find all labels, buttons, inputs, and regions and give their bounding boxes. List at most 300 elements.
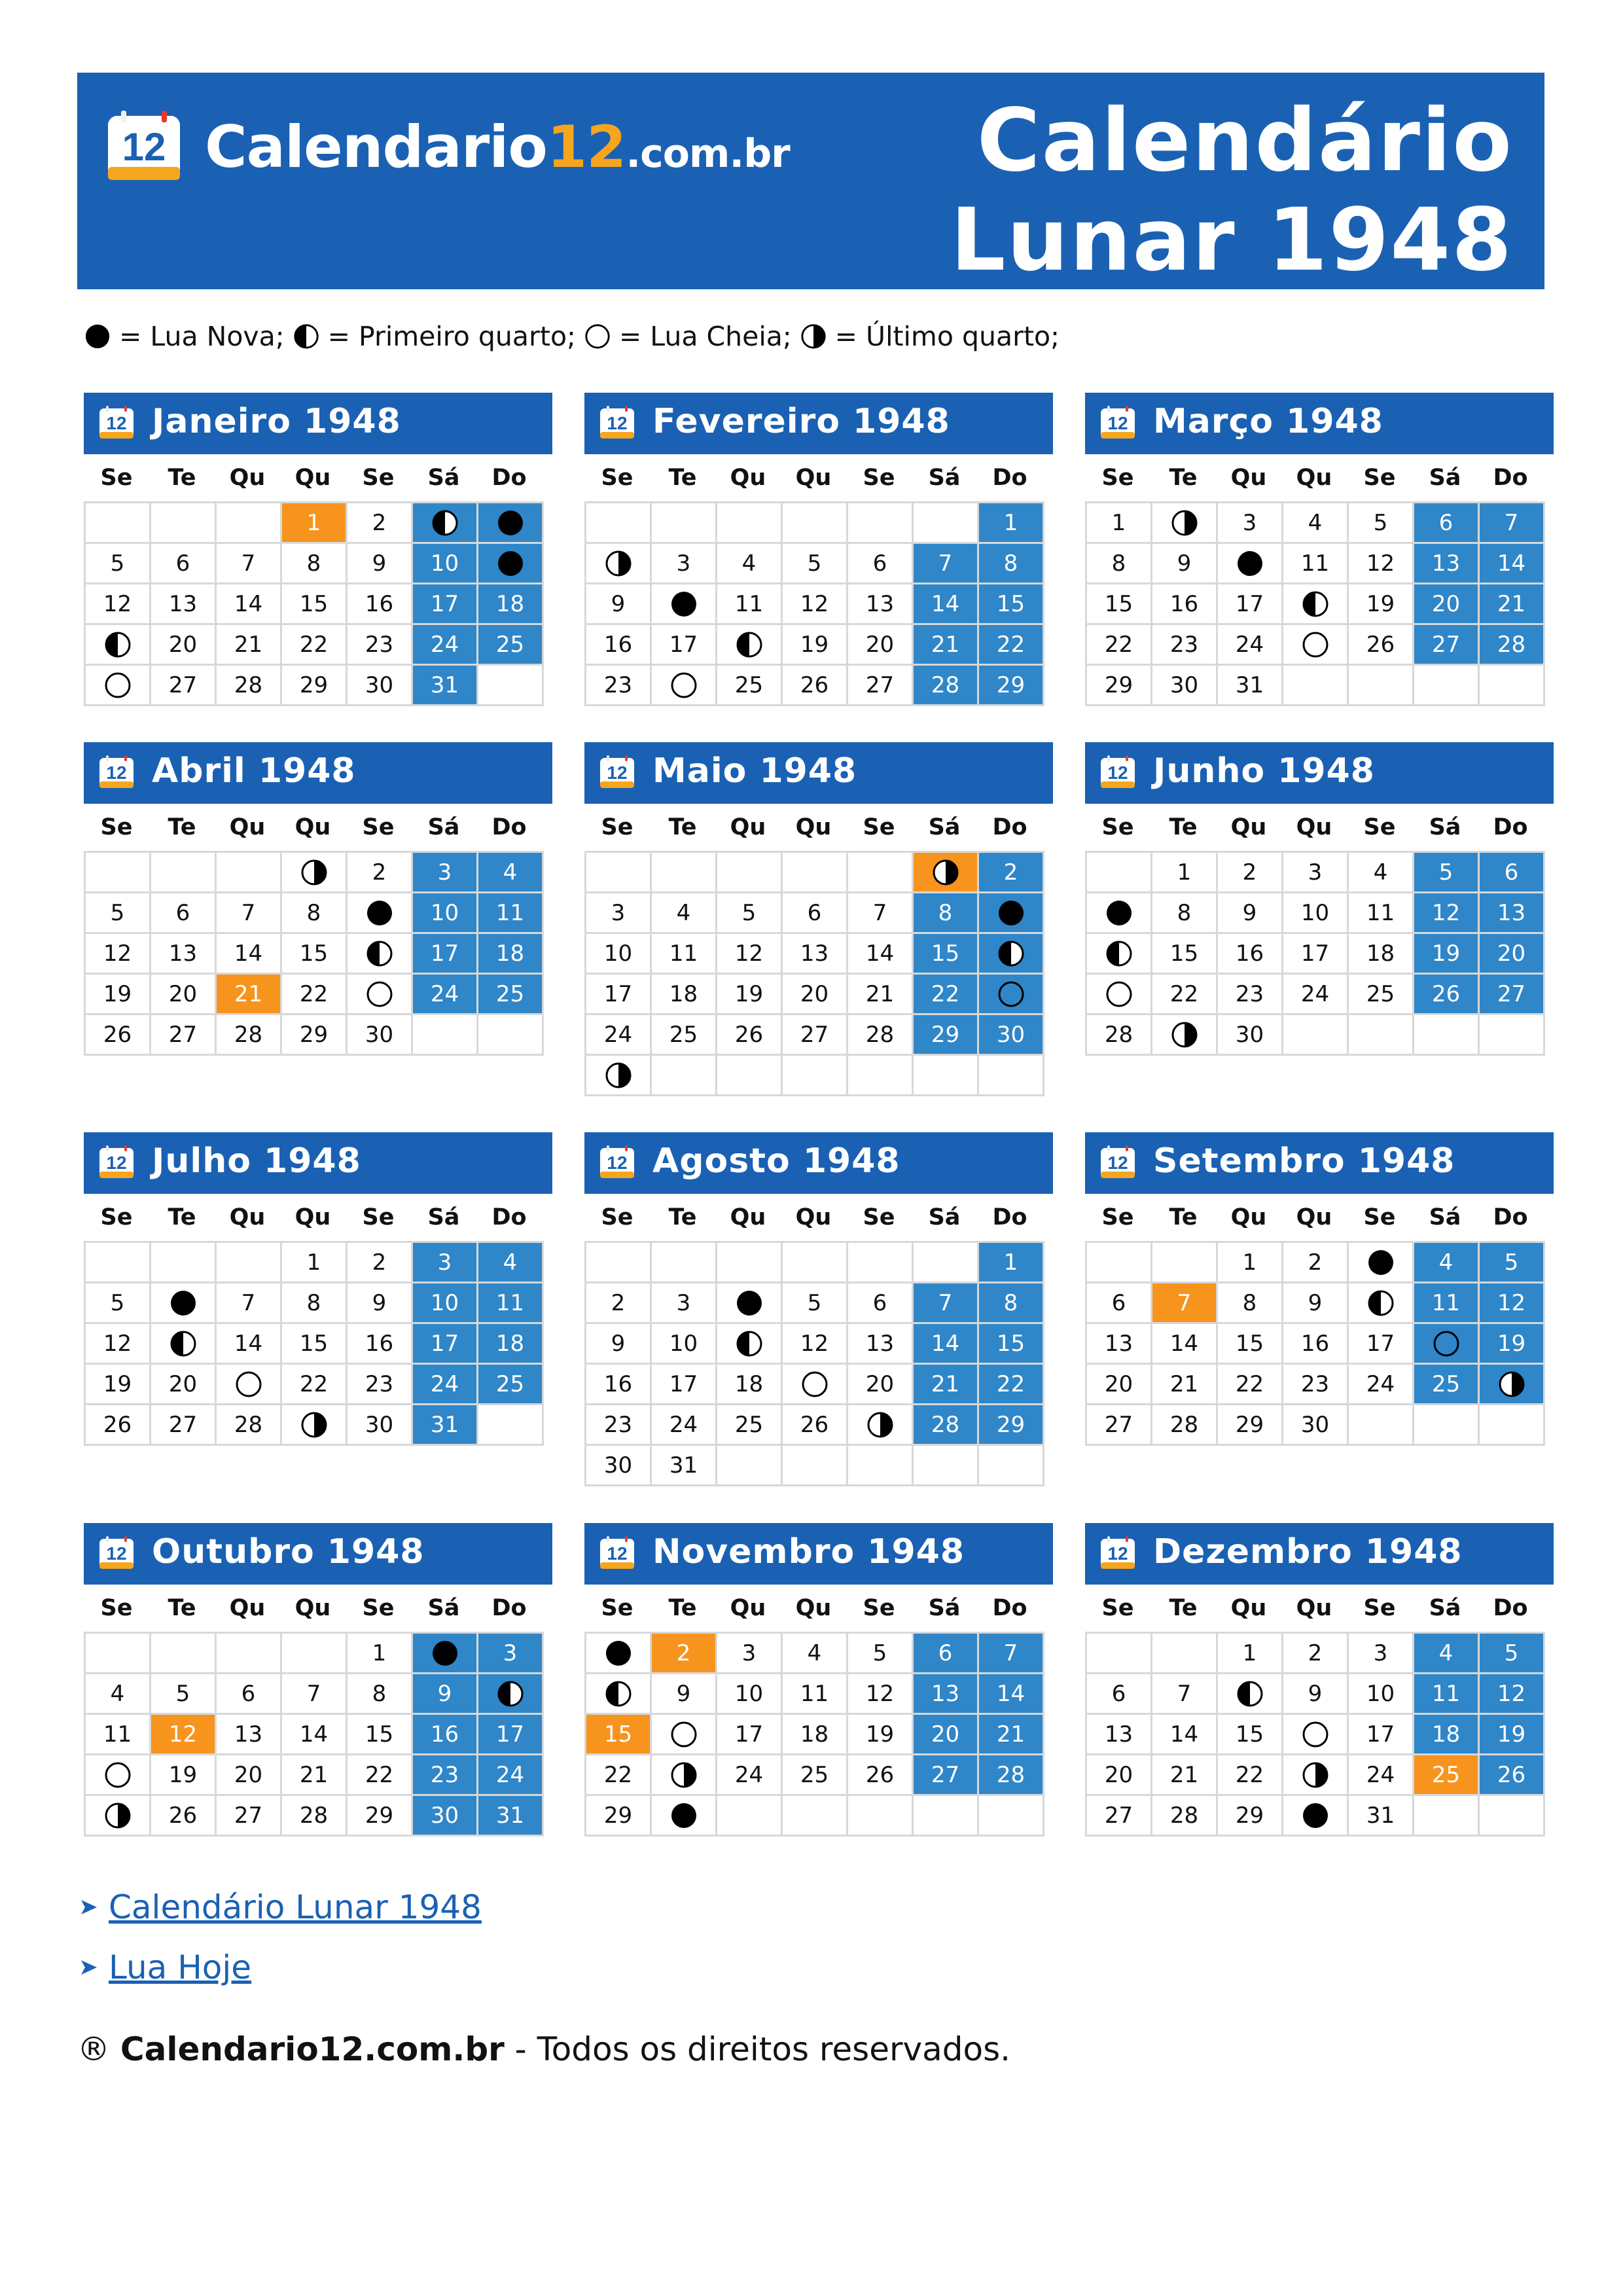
day-cell[interactable]: 21 (1152, 1365, 1218, 1405)
day-cell[interactable] (86, 666, 151, 706)
day-cell[interactable]: 8 (348, 1674, 413, 1715)
day-cell[interactable]: 23 (348, 625, 413, 666)
day-cell[interactable]: 22 (1218, 1365, 1283, 1405)
day-cell[interactable]: 31 (1218, 666, 1283, 706)
day-cell[interactable] (914, 853, 979, 893)
day-cell[interactable]: 12 (86, 1324, 151, 1365)
day-cell[interactable]: 4 (717, 544, 783, 584)
day-cell[interactable]: 10 (652, 1324, 717, 1365)
day-cell[interactable]: 17 (413, 584, 478, 625)
day-cell[interactable]: 9 (1283, 1283, 1349, 1324)
day-cell[interactable]: 16 (348, 584, 413, 625)
day-cell[interactable]: 2 (1283, 1634, 1349, 1674)
day-cell[interactable]: 4 (652, 893, 717, 934)
day-cell[interactable]: 3 (413, 853, 478, 893)
day-cell[interactable]: 8 (914, 893, 979, 934)
day-cell[interactable] (586, 1634, 652, 1674)
day-cell[interactable]: 10 (586, 934, 652, 975)
day-cell[interactable]: 11 (783, 1674, 848, 1715)
day-cell[interactable]: 19 (86, 1365, 151, 1405)
day-cell[interactable]: 8 (1152, 893, 1218, 934)
day-cell[interactable]: 27 (1480, 975, 1545, 1015)
day-cell[interactable] (1218, 544, 1283, 584)
day-cell[interactable]: 30 (348, 666, 413, 706)
day-cell[interactable]: 22 (348, 1755, 413, 1796)
day-cell[interactable] (652, 1796, 717, 1837)
link-moon-today[interactable]: Lua Hoje (109, 1948, 252, 1986)
day-cell[interactable]: 31 (652, 1446, 717, 1486)
day-cell[interactable]: 23 (348, 1365, 413, 1405)
day-cell[interactable]: 13 (217, 1715, 282, 1755)
day-cell[interactable] (217, 1365, 282, 1405)
day-cell[interactable]: 10 (413, 544, 478, 584)
day-cell[interactable]: 25 (717, 1405, 783, 1446)
day-cell[interactable]: 14 (914, 1324, 979, 1365)
day-cell[interactable]: 15 (914, 934, 979, 975)
day-cell[interactable] (652, 1755, 717, 1796)
day-cell[interactable]: 17 (1349, 1715, 1414, 1755)
day-cell[interactable]: 14 (1480, 544, 1545, 584)
day-cell[interactable]: 2 (348, 853, 413, 893)
day-cell[interactable] (348, 934, 413, 975)
day-cell[interactable]: 22 (282, 625, 348, 666)
day-cell[interactable] (413, 1634, 478, 1674)
day-cell[interactable]: 25 (1414, 1365, 1480, 1405)
day-cell[interactable]: 28 (217, 666, 282, 706)
day-cell[interactable]: 28 (979, 1755, 1044, 1796)
day-cell[interactable]: 22 (586, 1755, 652, 1796)
day-cell[interactable]: 18 (717, 1365, 783, 1405)
day-cell[interactable]: 15 (1152, 934, 1218, 975)
day-cell[interactable]: 1 (1087, 503, 1152, 544)
day-cell[interactable]: 29 (348, 1796, 413, 1837)
day-cell[interactable]: 1 (282, 503, 348, 544)
day-cell[interactable]: 20 (848, 1365, 914, 1405)
day-cell[interactable]: 20 (1087, 1365, 1152, 1405)
day-cell[interactable]: 19 (1480, 1324, 1545, 1365)
day-cell[interactable]: 30 (413, 1796, 478, 1837)
day-cell[interactable]: 14 (979, 1674, 1044, 1715)
day-cell[interactable] (1283, 1755, 1349, 1796)
day-cell[interactable] (86, 1796, 151, 1837)
day-cell[interactable]: 10 (413, 1283, 478, 1324)
day-cell[interactable]: 6 (217, 1674, 282, 1715)
day-cell[interactable]: 8 (1218, 1283, 1283, 1324)
day-cell[interactable]: 7 (914, 544, 979, 584)
day-cell[interactable]: 12 (783, 1324, 848, 1365)
day-cell[interactable]: 26 (1480, 1755, 1545, 1796)
day-cell[interactable]: 6 (848, 544, 914, 584)
day-cell[interactable]: 28 (1152, 1405, 1218, 1446)
day-cell[interactable]: 8 (1087, 544, 1152, 584)
day-cell[interactable]: 29 (1218, 1796, 1283, 1837)
day-cell[interactable]: 15 (1218, 1324, 1283, 1365)
day-cell[interactable] (413, 503, 478, 544)
day-cell[interactable]: 11 (717, 584, 783, 625)
day-cell[interactable]: 17 (652, 1365, 717, 1405)
day-cell[interactable]: 28 (217, 1405, 282, 1446)
day-cell[interactable]: 20 (914, 1715, 979, 1755)
day-cell[interactable]: 27 (1087, 1405, 1152, 1446)
day-cell[interactable]: 4 (1414, 1243, 1480, 1283)
day-cell[interactable]: 3 (1349, 1634, 1414, 1674)
day-cell[interactable]: 5 (86, 893, 151, 934)
link-lunar-calendar[interactable]: Calendário Lunar 1948 (109, 1888, 482, 1926)
day-cell[interactable]: 24 (586, 1015, 652, 1056)
day-cell[interactable]: 21 (848, 975, 914, 1015)
day-cell[interactable]: 20 (1087, 1755, 1152, 1796)
day-cell[interactable]: 11 (1414, 1283, 1480, 1324)
day-cell[interactable]: 2 (348, 1243, 413, 1283)
day-cell[interactable]: 31 (413, 666, 478, 706)
day-cell[interactable]: 5 (151, 1674, 217, 1715)
day-cell[interactable]: 20 (1414, 584, 1480, 625)
day-cell[interactable]: 2 (979, 853, 1044, 893)
day-cell[interactable]: 25 (652, 1015, 717, 1056)
day-cell[interactable]: 13 (848, 1324, 914, 1365)
day-cell[interactable]: 23 (586, 666, 652, 706)
day-cell[interactable]: 1 (979, 503, 1044, 544)
day-cell[interactable] (652, 666, 717, 706)
day-cell[interactable]: 1 (1218, 1243, 1283, 1283)
day-cell[interactable]: 16 (1152, 584, 1218, 625)
day-cell[interactable]: 26 (86, 1015, 151, 1056)
day-cell[interactable]: 16 (1218, 934, 1283, 975)
day-cell[interactable]: 27 (151, 1405, 217, 1446)
day-cell[interactable]: 27 (1087, 1796, 1152, 1837)
day-cell[interactable]: 9 (413, 1674, 478, 1715)
day-cell[interactable]: 14 (1152, 1324, 1218, 1365)
day-cell[interactable] (478, 1674, 544, 1715)
day-cell[interactable]: 18 (652, 975, 717, 1015)
day-cell[interactable]: 27 (151, 666, 217, 706)
day-cell[interactable] (848, 1405, 914, 1446)
day-cell[interactable]: 29 (979, 666, 1044, 706)
day-cell[interactable]: 12 (1480, 1283, 1545, 1324)
day-cell[interactable]: 23 (1218, 975, 1283, 1015)
day-cell[interactable] (348, 975, 413, 1015)
day-cell[interactable]: 6 (151, 893, 217, 934)
day-cell[interactable]: 23 (1152, 625, 1218, 666)
day-cell[interactable]: 8 (282, 1283, 348, 1324)
day-cell[interactable] (86, 1755, 151, 1796)
day-cell[interactable]: 6 (1087, 1283, 1152, 1324)
day-cell[interactable]: 13 (1414, 544, 1480, 584)
day-cell[interactable]: 21 (217, 625, 282, 666)
day-cell[interactable]: 15 (586, 1715, 652, 1755)
day-cell[interactable]: 22 (914, 975, 979, 1015)
day-cell[interactable]: 6 (151, 544, 217, 584)
day-cell[interactable]: 22 (1152, 975, 1218, 1015)
day-cell[interactable]: 1 (1152, 853, 1218, 893)
day-cell[interactable]: 5 (86, 544, 151, 584)
day-cell[interactable]: 21 (282, 1755, 348, 1796)
day-cell[interactable]: 7 (1480, 503, 1545, 544)
day-cell[interactable]: 28 (914, 666, 979, 706)
day-cell[interactable]: 14 (1152, 1715, 1218, 1755)
day-cell[interactable]: 11 (652, 934, 717, 975)
day-cell[interactable]: 16 (586, 1365, 652, 1405)
day-cell[interactable]: 25 (478, 1365, 544, 1405)
day-cell[interactable]: 28 (217, 1015, 282, 1056)
day-cell[interactable]: 24 (1349, 1755, 1414, 1796)
day-cell[interactable]: 16 (348, 1324, 413, 1365)
day-cell[interactable]: 27 (151, 1015, 217, 1056)
day-cell[interactable]: 25 (717, 666, 783, 706)
day-cell[interactable]: 17 (413, 934, 478, 975)
day-cell[interactable]: 14 (217, 584, 282, 625)
day-cell[interactable]: 3 (586, 893, 652, 934)
day-cell[interactable]: 19 (1349, 584, 1414, 625)
day-cell[interactable] (1349, 1283, 1414, 1324)
day-cell[interactable]: 10 (413, 893, 478, 934)
day-cell[interactable]: 22 (979, 625, 1044, 666)
day-cell[interactable]: 5 (1349, 503, 1414, 544)
day-cell[interactable]: 21 (979, 1715, 1044, 1755)
day-cell[interactable] (1152, 1015, 1218, 1056)
day-cell[interactable]: 13 (1087, 1324, 1152, 1365)
day-cell[interactable]: 8 (282, 893, 348, 934)
day-cell[interactable]: 21 (914, 625, 979, 666)
day-cell[interactable]: 4 (783, 1634, 848, 1674)
day-cell[interactable]: 20 (151, 625, 217, 666)
day-cell[interactable]: 19 (717, 975, 783, 1015)
day-cell[interactable]: 30 (1283, 1405, 1349, 1446)
day-cell[interactable]: 15 (348, 1715, 413, 1755)
day-cell[interactable]: 19 (86, 975, 151, 1015)
day-cell[interactable] (652, 1715, 717, 1755)
day-cell[interactable]: 4 (86, 1674, 151, 1715)
day-cell[interactable]: 5 (783, 544, 848, 584)
day-cell[interactable]: 5 (1480, 1634, 1545, 1674)
day-cell[interactable] (783, 1365, 848, 1405)
day-cell[interactable] (1349, 1243, 1414, 1283)
day-cell[interactable]: 2 (652, 1634, 717, 1674)
day-cell[interactable] (717, 1324, 783, 1365)
day-cell[interactable]: 4 (1414, 1634, 1480, 1674)
day-cell[interactable] (1218, 1674, 1283, 1715)
day-cell[interactable] (979, 893, 1044, 934)
day-cell[interactable]: 3 (1283, 853, 1349, 893)
day-cell[interactable]: 3 (652, 544, 717, 584)
day-cell[interactable]: 14 (282, 1715, 348, 1755)
day-cell[interactable]: 28 (1087, 1015, 1152, 1056)
day-cell[interactable]: 1 (282, 1243, 348, 1283)
day-cell[interactable]: 24 (717, 1755, 783, 1796)
day-cell[interactable]: 30 (348, 1015, 413, 1056)
day-cell[interactable]: 17 (478, 1715, 544, 1755)
day-cell[interactable]: 9 (652, 1674, 717, 1715)
day-cell[interactable]: 15 (979, 1324, 1044, 1365)
day-cell[interactable]: 26 (848, 1755, 914, 1796)
day-cell[interactable]: 23 (413, 1755, 478, 1796)
day-cell[interactable] (1087, 934, 1152, 975)
day-cell[interactable]: 2 (1218, 853, 1283, 893)
day-cell[interactable]: 6 (783, 893, 848, 934)
day-cell[interactable]: 27 (1414, 625, 1480, 666)
day-cell[interactable]: 5 (86, 1283, 151, 1324)
day-cell[interactable]: 21 (1480, 584, 1545, 625)
day-cell[interactable] (586, 1674, 652, 1715)
day-cell[interactable] (282, 853, 348, 893)
day-cell[interactable]: 3 (413, 1243, 478, 1283)
day-cell[interactable]: 28 (848, 1015, 914, 1056)
day-cell[interactable]: 24 (652, 1405, 717, 1446)
day-cell[interactable]: 1 (979, 1243, 1044, 1283)
day-cell[interactable]: 7 (914, 1283, 979, 1324)
day-cell[interactable]: 3 (652, 1283, 717, 1324)
day-cell[interactable]: 25 (478, 625, 544, 666)
day-cell[interactable]: 7 (979, 1634, 1044, 1674)
day-cell[interactable]: 12 (717, 934, 783, 975)
day-cell[interactable]: 25 (478, 975, 544, 1015)
day-cell[interactable]: 3 (1218, 503, 1283, 544)
day-cell[interactable]: 7 (1152, 1283, 1218, 1324)
day-cell[interactable]: 16 (586, 625, 652, 666)
day-cell[interactable] (1087, 975, 1152, 1015)
day-cell[interactable]: 20 (217, 1755, 282, 1796)
day-cell[interactable]: 10 (1349, 1674, 1414, 1715)
day-cell[interactable]: 9 (1218, 893, 1283, 934)
day-cell[interactable] (979, 934, 1044, 975)
day-cell[interactable] (652, 584, 717, 625)
day-cell[interactable]: 7 (217, 893, 282, 934)
day-cell[interactable]: 17 (652, 625, 717, 666)
day-cell[interactable]: 12 (1480, 1674, 1545, 1715)
day-cell[interactable] (1152, 503, 1218, 544)
day-cell[interactable]: 18 (478, 934, 544, 975)
day-cell[interactable]: 27 (914, 1755, 979, 1796)
day-cell[interactable]: 29 (282, 1015, 348, 1056)
day-cell[interactable]: 25 (783, 1755, 848, 1796)
day-cell[interactable]: 24 (478, 1755, 544, 1796)
day-cell[interactable]: 17 (1349, 1324, 1414, 1365)
day-cell[interactable]: 21 (217, 975, 282, 1015)
day-cell[interactable]: 12 (86, 934, 151, 975)
day-cell[interactable]: 28 (1152, 1796, 1218, 1837)
day-cell[interactable]: 27 (783, 1015, 848, 1056)
day-cell[interactable]: 30 (586, 1446, 652, 1486)
day-cell[interactable]: 6 (848, 1283, 914, 1324)
day-cell[interactable]: 4 (478, 1243, 544, 1283)
day-cell[interactable]: 20 (848, 625, 914, 666)
day-cell[interactable]: 27 (217, 1796, 282, 1837)
day-cell[interactable]: 19 (783, 625, 848, 666)
day-cell[interactable] (717, 625, 783, 666)
day-cell[interactable] (1414, 1324, 1480, 1365)
day-cell[interactable]: 21 (1152, 1755, 1218, 1796)
day-cell[interactable]: 6 (1414, 503, 1480, 544)
day-cell[interactable]: 9 (586, 584, 652, 625)
day-cell[interactable] (478, 544, 544, 584)
day-cell[interactable]: 30 (348, 1405, 413, 1446)
day-cell[interactable]: 18 (783, 1715, 848, 1755)
day-cell[interactable]: 20 (783, 975, 848, 1015)
day-cell[interactable]: 17 (586, 975, 652, 1015)
day-cell[interactable]: 7 (217, 1283, 282, 1324)
day-cell[interactable]: 20 (1480, 934, 1545, 975)
day-cell[interactable]: 31 (1349, 1796, 1414, 1837)
day-cell[interactable]: 7 (217, 544, 282, 584)
day-cell[interactable]: 29 (1218, 1405, 1283, 1446)
day-cell[interactable]: 9 (1283, 1674, 1349, 1715)
day-cell[interactable]: 28 (1480, 625, 1545, 666)
day-cell[interactable]: 16 (413, 1715, 478, 1755)
day-cell[interactable]: 12 (151, 1715, 217, 1755)
day-cell[interactable] (1087, 893, 1152, 934)
day-cell[interactable] (282, 1405, 348, 1446)
day-cell[interactable]: 6 (914, 1634, 979, 1674)
day-cell[interactable] (1283, 1715, 1349, 1755)
day-cell[interactable] (348, 893, 413, 934)
day-cell[interactable]: 5 (783, 1283, 848, 1324)
day-cell[interactable]: 24 (1349, 1365, 1414, 1405)
day-cell[interactable]: 30 (1152, 666, 1218, 706)
day-cell[interactable] (86, 625, 151, 666)
site-logo[interactable] (205, 113, 790, 181)
day-cell[interactable]: 1 (348, 1634, 413, 1674)
day-cell[interactable]: 29 (586, 1796, 652, 1837)
day-cell[interactable]: 1 (1218, 1634, 1283, 1674)
day-cell[interactable]: 22 (1087, 625, 1152, 666)
day-cell[interactable]: 11 (478, 893, 544, 934)
day-cell[interactable]: 28 (914, 1405, 979, 1446)
day-cell[interactable]: 23 (586, 1405, 652, 1446)
day-cell[interactable]: 13 (151, 584, 217, 625)
day-cell[interactable]: 11 (86, 1715, 151, 1755)
day-cell[interactable]: 8 (979, 544, 1044, 584)
day-cell[interactable]: 20 (151, 1365, 217, 1405)
day-cell[interactable]: 19 (1480, 1715, 1545, 1755)
day-cell[interactable]: 29 (282, 666, 348, 706)
day-cell[interactable]: 30 (1218, 1015, 1283, 1056)
day-cell[interactable]: 11 (1283, 544, 1349, 584)
day-cell[interactable]: 21 (914, 1365, 979, 1405)
day-cell[interactable]: 27 (848, 666, 914, 706)
day-cell[interactable]: 9 (348, 544, 413, 584)
day-cell[interactable]: 12 (1414, 893, 1480, 934)
day-cell[interactable]: 24 (413, 625, 478, 666)
day-cell[interactable]: 20 (151, 975, 217, 1015)
day-cell[interactable]: 9 (586, 1324, 652, 1365)
day-cell[interactable]: 24 (413, 1365, 478, 1405)
day-cell[interactable]: 2 (586, 1283, 652, 1324)
day-cell[interactable] (586, 1056, 652, 1096)
day-cell[interactable]: 4 (1349, 853, 1414, 893)
day-cell[interactable]: 17 (717, 1715, 783, 1755)
day-cell[interactable]: 2 (348, 503, 413, 544)
day-cell[interactable]: 3 (478, 1634, 544, 1674)
day-cell[interactable] (979, 975, 1044, 1015)
day-cell[interactable]: 13 (151, 934, 217, 975)
day-cell[interactable]: 8 (282, 544, 348, 584)
day-cell[interactable]: 26 (717, 1015, 783, 1056)
day-cell[interactable]: 16 (1283, 1324, 1349, 1365)
day-cell[interactable]: 17 (1218, 584, 1283, 625)
day-cell[interactable]: 14 (914, 584, 979, 625)
day-cell[interactable]: 19 (1414, 934, 1480, 975)
day-cell[interactable]: 4 (478, 853, 544, 893)
day-cell[interactable] (478, 503, 544, 544)
day-cell[interactable]: 9 (1152, 544, 1218, 584)
day-cell[interactable]: 13 (1087, 1715, 1152, 1755)
day-cell[interactable]: 5 (717, 893, 783, 934)
day-cell[interactable]: 26 (1414, 975, 1480, 1015)
day-cell[interactable]: 26 (783, 666, 848, 706)
day-cell[interactable]: 8 (979, 1283, 1044, 1324)
day-cell[interactable]: 11 (478, 1283, 544, 1324)
day-cell[interactable] (151, 1283, 217, 1324)
